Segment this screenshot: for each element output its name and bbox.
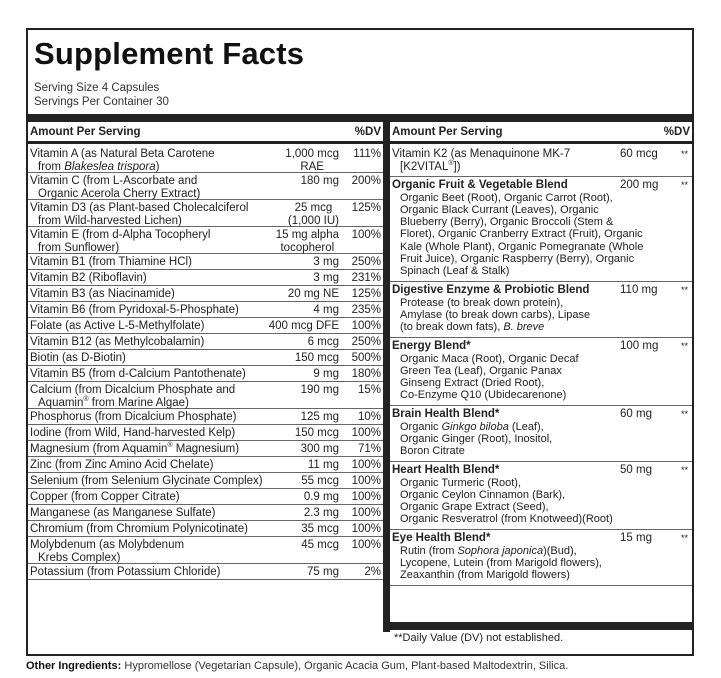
nutrient-dv: 200% bbox=[351, 175, 381, 187]
nutrient-name-line2: from Wild-harvested Lichen) bbox=[38, 214, 182, 227]
nutrient-amount-cell bbox=[288, 202, 339, 227]
nutrient-name bbox=[30, 229, 270, 254]
blend-row bbox=[390, 177, 692, 282]
nutrient-name bbox=[30, 427, 270, 440]
dv-label: %DV bbox=[663, 126, 690, 138]
nutrient-name bbox=[30, 175, 270, 200]
nutrient-name-line1: Vitamin B12 (as Methylcobalamin) bbox=[30, 336, 205, 348]
nutrient-dv: 100% bbox=[351, 427, 381, 439]
nutrient-name bbox=[30, 320, 270, 333]
blend-name: Vitamin K2 (as Menaquinone MK-7 bbox=[392, 148, 571, 160]
nutrient-amount-unit: (1,000 IU) bbox=[287, 214, 339, 227]
nutrient-amount-cell bbox=[276, 229, 339, 254]
nutrient-amount: 9 mg bbox=[313, 368, 339, 380]
nutrient-row bbox=[28, 441, 383, 457]
nutrient-dv: 15% bbox=[357, 384, 381, 396]
nutrient-row bbox=[28, 227, 383, 254]
nutrient-name-line2: from Sunflower) bbox=[38, 241, 120, 254]
blend-ingredients-line: Blueberry (Berry), Organic Broccoli (Stem & bbox=[400, 216, 614, 229]
nutrient-amount: 15 mg alpha bbox=[275, 229, 339, 241]
blend-ingredients-line: Organic Ceylon Cinnamon (Bark), bbox=[400, 488, 566, 501]
nutrient-row bbox=[28, 366, 383, 382]
nutrient-dv: 100% bbox=[351, 229, 381, 241]
blend-dv: ** bbox=[680, 149, 688, 159]
nutrient-amount-cell bbox=[313, 272, 339, 285]
other-ingredients-text: Hypromellose (Vegetarian Capsule), Organic Acacia Gum, Plant-based Maltodextrin, Silica. bbox=[124, 660, 569, 672]
nutrient-name-line1: Folate (as Active L-5-Methylfolate) bbox=[30, 320, 205, 332]
nutrient-row bbox=[28, 425, 383, 441]
nutrient-row bbox=[28, 350, 383, 366]
blend-ingredients-line: Kale (Whole Plant), Organic Pomegranate (Whole bbox=[400, 240, 644, 253]
nutrient-amount: 150 mcg bbox=[294, 352, 339, 364]
nutrient-name bbox=[30, 443, 270, 456]
nutrient-name-line2: Krebs Complex) bbox=[38, 551, 121, 564]
nutrient-dv: 2% bbox=[364, 566, 381, 578]
nutrient-amount-cell bbox=[295, 427, 339, 440]
blend-ingredients-line: Zeaxanthin (from Marigold flowers) bbox=[400, 569, 570, 582]
nutrient-name-line1: Vitamin C (from L-Ascorbate and bbox=[30, 175, 198, 187]
blend-dv: ** bbox=[680, 533, 688, 543]
other-ingredients-label: Other Ingredients: bbox=[26, 660, 122, 672]
nutrient-row bbox=[28, 200, 383, 227]
nutrient-name-line1: Manganese (as Manganese Sulfate) bbox=[30, 507, 216, 519]
nutrient-name-line1: Calcium (from Dicalcium Phosphate and bbox=[30, 384, 236, 396]
nutrient-amount-cell bbox=[313, 256, 339, 269]
nutrient-name bbox=[30, 288, 270, 301]
nutrient-amount-cell bbox=[301, 539, 339, 552]
nutrient-name bbox=[30, 523, 270, 536]
nutrient-name bbox=[30, 368, 270, 381]
nutrient-amount-cell bbox=[304, 491, 339, 504]
nutrient-name-line1: Vitamin A (as Natural Beta Carotene bbox=[30, 148, 215, 160]
nutrient-row bbox=[28, 334, 383, 350]
nutrient-amount-cell bbox=[301, 443, 339, 456]
blend-dv: ** bbox=[680, 341, 688, 351]
nutrient-row bbox=[28, 254, 383, 270]
blend-name: Organic Fruit & Vegetable Blend bbox=[392, 179, 568, 191]
nutrient-dv: 71% bbox=[357, 443, 381, 455]
nutrient-name bbox=[30, 411, 270, 424]
nutrient-amount: 125 mg bbox=[300, 411, 339, 423]
nutrient-row bbox=[28, 505, 383, 521]
nutrient-amount: 400 mcg DFE bbox=[268, 320, 339, 332]
nutrient-dv: 100% bbox=[351, 320, 381, 332]
blend-row bbox=[390, 462, 692, 530]
nutrient-dv: 100% bbox=[351, 507, 381, 519]
nutrient-amount-cell bbox=[301, 384, 339, 397]
amount-per-serving-label: Amount Per Serving bbox=[392, 126, 503, 138]
nutrient-amount: 3 mg bbox=[313, 272, 339, 284]
nutrient-name-line2: Organic Acerola Cherry Extract) bbox=[38, 187, 201, 200]
nutrient-dv: 250% bbox=[351, 256, 381, 268]
blend-ingredients-line: Amylase (to break down carbs), Lipase bbox=[400, 308, 591, 321]
amount-per-serving-label: Amount Per Serving bbox=[30, 126, 141, 138]
nutrient-name bbox=[30, 566, 270, 579]
blend-ingredients-line: Organic Ginger (Root), Inositol, bbox=[400, 432, 553, 445]
nutrient-amount-cell bbox=[295, 352, 339, 365]
nutrient-dv: 235% bbox=[351, 304, 381, 316]
blend-row bbox=[390, 146, 692, 177]
blend-name: Brain Health Blend* bbox=[392, 408, 500, 420]
nutrient-name-line1: Molybdenum (as Molybdenum bbox=[30, 539, 185, 551]
right-column-header bbox=[390, 122, 692, 144]
column-divider bbox=[383, 122, 390, 632]
blend-ingredients-line: Spinach (Leaf & Stalk) bbox=[400, 265, 510, 278]
nutrient-name-end: ) bbox=[155, 160, 160, 173]
nutrient-amount: 3 mg bbox=[313, 256, 339, 268]
nutrient-amount: 25 mcg bbox=[294, 202, 333, 214]
nutrient-dv: 125% bbox=[351, 202, 381, 214]
nutrient-amount-unit: RAE bbox=[300, 160, 324, 173]
blend-ingredients-line: Fruit Juice), Organic Raspberry (Berry), Organic bbox=[400, 252, 635, 265]
blend-ingredients-line: Boron Citrate bbox=[400, 445, 465, 458]
blend-ingredients-line: Protease (to break down protein), bbox=[400, 296, 564, 309]
nutrient-name-line1: Biotin (as D-Biotin) bbox=[30, 352, 126, 364]
nutrient-name-line1: Vitamin E (from d-Alpha Tocopheryl bbox=[30, 229, 211, 241]
nutrient-amount-cell bbox=[288, 288, 339, 301]
blend-ingredients-line: (to break down fats), B. breve bbox=[400, 321, 545, 334]
supplement-facts-panel bbox=[26, 28, 694, 656]
nutrient-name-line1: Vitamin B2 (Riboflavin) bbox=[30, 272, 147, 284]
nutrient-dv: 100% bbox=[351, 523, 381, 535]
servings-per-container: Servings Per Container 30 bbox=[34, 96, 169, 108]
nutrient-amount: 190 mg bbox=[300, 384, 339, 396]
nutrient-name-line1: Potassium (from Potassium Chloride) bbox=[30, 566, 221, 578]
nutrient-row bbox=[28, 521, 383, 537]
nutrient-row bbox=[28, 173, 383, 200]
nutrient-dv: 111% bbox=[353, 148, 381, 160]
nutrient-dv: 100% bbox=[351, 539, 381, 551]
blend-ingredients-line: Co-Enzyme Q10 (Ubidecarenone) bbox=[400, 389, 567, 402]
nutrient-name bbox=[30, 148, 270, 173]
blend-row bbox=[390, 530, 692, 586]
nutrient-name bbox=[30, 539, 270, 564]
blend-ingredients-line: Lycopene, Lutein (from Marigold flowers), bbox=[400, 556, 602, 569]
nutrient-name bbox=[30, 352, 270, 365]
nutrient-name-line1: Vitamin B6 (from Pyridoxal-5-Phosphate) bbox=[30, 304, 239, 316]
blend-amount: 15 mg bbox=[620, 532, 652, 544]
nutrient-row bbox=[28, 270, 383, 286]
blend-ingredients-line: Organic Black Currant (Leaves), Organic bbox=[400, 203, 599, 216]
nutrient-name bbox=[30, 475, 270, 488]
blend-text bbox=[392, 464, 712, 526]
nutrient-name-line1: Copper (from Copper Citrate) bbox=[30, 491, 180, 503]
blend-amount: 200 mg bbox=[620, 179, 659, 191]
nutrient-dv: 10% bbox=[357, 411, 381, 423]
blend-text bbox=[392, 284, 712, 333]
blend-dv: ** bbox=[680, 285, 688, 295]
nutrient-row bbox=[28, 537, 383, 564]
blend-ingredients-line: Organic Resveratrol (from Knotweed)(Root) bbox=[400, 513, 613, 526]
nutrient-name-line1: Chromium (from Chromium Polynicotinate) bbox=[30, 523, 248, 535]
nutrient-amount: 0.9 mg bbox=[303, 491, 339, 503]
nutrient-amount: 4 mg bbox=[313, 304, 339, 316]
blend-amount: 100 mg bbox=[620, 340, 659, 352]
nutrient-name-line1: Vitamin D3 (as Plant-based Cholecalciferol bbox=[30, 202, 249, 214]
left-column bbox=[28, 122, 383, 654]
nutrient-dv: 100% bbox=[351, 475, 381, 487]
header-rule bbox=[28, 114, 692, 122]
right-column bbox=[390, 122, 692, 654]
nutrient-row bbox=[28, 473, 383, 489]
nutrient-name-line1: Vitamin B5 (from d-Calcium Pantothenate) bbox=[30, 368, 246, 380]
blend-row bbox=[390, 338, 692, 406]
left-column-header bbox=[28, 122, 383, 144]
nutrient-amount: 1,000 mcg bbox=[285, 148, 339, 160]
blend-dv: ** bbox=[680, 180, 688, 190]
nutrient-amount-cell bbox=[301, 523, 339, 536]
nutrient-name-line2: Aquamin® from Marine Algae) bbox=[38, 395, 189, 409]
nutrient-amount: 75 mg bbox=[307, 566, 339, 578]
blend-amount: 60 mg bbox=[620, 408, 652, 420]
nutrient-row bbox=[28, 382, 383, 409]
blend-ingredients-line: Ginseng Extract (Dried Root), bbox=[400, 377, 545, 390]
blend-dv: ** bbox=[680, 409, 688, 419]
blend-name-line2: [K2VITAL®]) bbox=[400, 159, 461, 173]
nutrient-amount-cell bbox=[285, 148, 339, 173]
panel-title: Supplement Facts bbox=[34, 36, 305, 71]
nutrient-dv: 100% bbox=[351, 491, 381, 503]
blend-name: Energy Blend* bbox=[392, 340, 471, 352]
nutrient-amount: 150 mcg bbox=[294, 427, 339, 439]
nutrient-dv: 180% bbox=[351, 368, 381, 380]
nutrient-row bbox=[28, 302, 383, 318]
nutrient-dv: 100% bbox=[351, 459, 381, 471]
blend-amount: 110 mg bbox=[620, 284, 658, 296]
nutrient-name bbox=[30, 336, 270, 349]
nutrient-amount-cell bbox=[308, 336, 339, 349]
nutrient-name bbox=[30, 304, 270, 317]
blend-row bbox=[390, 406, 692, 462]
nutrient-name bbox=[30, 491, 270, 504]
nutrient-amount: 45 mcg bbox=[301, 539, 339, 551]
blend-name: Digestive Enzyme & Probiotic Blend bbox=[392, 284, 590, 296]
nutrient-name-line1: Vitamin B1 (from Thiamine HCl) bbox=[30, 256, 192, 268]
blend-ingredients-line: Rutin (from Sophora japonica)(Bud), bbox=[400, 544, 577, 557]
dv-label: %DV bbox=[354, 126, 381, 138]
nutrient-row bbox=[28, 146, 383, 173]
blend-text bbox=[392, 148, 712, 173]
nutrient-dv: 500% bbox=[351, 352, 381, 364]
nutrient-amount-cell bbox=[301, 411, 339, 424]
blend-ingredients-line: Green Tea (Leaf), Organic Panax bbox=[400, 364, 562, 377]
nutrient-row bbox=[28, 457, 383, 473]
blend-text bbox=[392, 340, 712, 402]
dv-footnote: **Daily Value (DV) not established. bbox=[394, 632, 564, 644]
blend-name: Eye Health Blend* bbox=[392, 532, 491, 544]
nutrient-row bbox=[28, 318, 383, 334]
nutrient-amount-unit: tocopherol bbox=[280, 241, 335, 254]
bottom-rule bbox=[390, 622, 692, 630]
nutrient-name bbox=[30, 459, 270, 472]
nutrient-row bbox=[28, 489, 383, 505]
nutrient-amount: 11 mg bbox=[307, 459, 339, 471]
nutrient-name-line1: Selenium (from Selenium Glycinate Complex) bbox=[30, 475, 263, 487]
nutrient-name bbox=[30, 202, 270, 227]
nutrient-amount: 300 mg bbox=[300, 443, 339, 455]
nutrient-amount-cell bbox=[313, 368, 339, 381]
nutrient-name-line1: Magnesium (from Aquamin® Magnesium) bbox=[30, 442, 240, 455]
blend-ingredients-line: Organic Maca (Root), Organic Decaf bbox=[400, 352, 579, 365]
nutrient-amount-cell bbox=[301, 175, 339, 188]
blend-dv: ** bbox=[680, 465, 688, 475]
nutrient-name-line1: Phosphorus (from Dicalcium Phosphate) bbox=[30, 411, 237, 423]
nutrient-amount-cell bbox=[304, 507, 339, 520]
nutrient-name-italic: Blakeslea trispora bbox=[64, 160, 156, 173]
other-ingredients bbox=[26, 660, 568, 672]
nutrient-name-line1: Vitamin B3 (as Niacinamide) bbox=[30, 288, 175, 300]
nutrient-row bbox=[28, 286, 383, 302]
nutrient-name bbox=[30, 384, 270, 409]
nutrient-name-line1: Zinc (from Zinc Amino Acid Chelate) bbox=[30, 459, 214, 471]
blend-text bbox=[392, 532, 712, 581]
nutrient-amount: 6 mcg bbox=[307, 336, 339, 348]
blend-ingredients-line: Organic Turmeric (Root), bbox=[400, 476, 522, 489]
nutrient-row bbox=[28, 564, 383, 580]
nutrient-dv: 250% bbox=[351, 336, 381, 348]
nutrient-amount-cell bbox=[301, 475, 339, 488]
blend-amount: 60 mcg bbox=[620, 148, 658, 160]
nutrient-amount: 20 mg NE bbox=[287, 288, 339, 300]
nutrient-name bbox=[30, 507, 270, 520]
blend-text bbox=[392, 179, 712, 278]
blend-ingredients-line: Organic Beet (Root), Organic Carrot (Root), bbox=[400, 191, 613, 204]
nutrient-amount-cell bbox=[308, 459, 339, 472]
serving-size: Serving Size 4 Capsules bbox=[34, 82, 160, 94]
nutrient-name bbox=[30, 256, 270, 269]
nutrient-dv: 231% bbox=[351, 272, 381, 284]
blend-ingredients-line: Organic Ginkgo biloba (Leaf), bbox=[400, 420, 544, 433]
blend-name: Heart Health Blend* bbox=[392, 464, 500, 476]
nutrient-amount-cell bbox=[269, 320, 339, 333]
blend-text bbox=[392, 408, 712, 457]
blend-row bbox=[390, 282, 692, 338]
nutrient-amount: 2.3 mg bbox=[303, 507, 339, 519]
nutrient-amount: 55 mcg bbox=[301, 475, 339, 487]
blend-ingredients-line: Floret), Organic Cranberry Extract (Fruit), Organic bbox=[400, 228, 643, 241]
blend-ingredients-line: Organic Grape Extract (Seed), bbox=[400, 501, 549, 514]
nutrient-name-line1: Iodine (from Wild, Hand-harvested Kelp) bbox=[30, 427, 236, 439]
nutrient-amount-cell bbox=[313, 304, 339, 317]
nutrient-amount: 180 mg bbox=[300, 175, 339, 187]
nutrient-row bbox=[28, 409, 383, 425]
blend-amount: 50 mg bbox=[620, 464, 652, 476]
nutrient-name bbox=[30, 272, 270, 285]
nutrient-name-line2: from bbox=[38, 160, 65, 173]
nutrient-dv: 125% bbox=[351, 288, 381, 300]
nutrient-amount-cell bbox=[307, 566, 339, 579]
nutrient-amount: 35 mcg bbox=[301, 523, 339, 535]
